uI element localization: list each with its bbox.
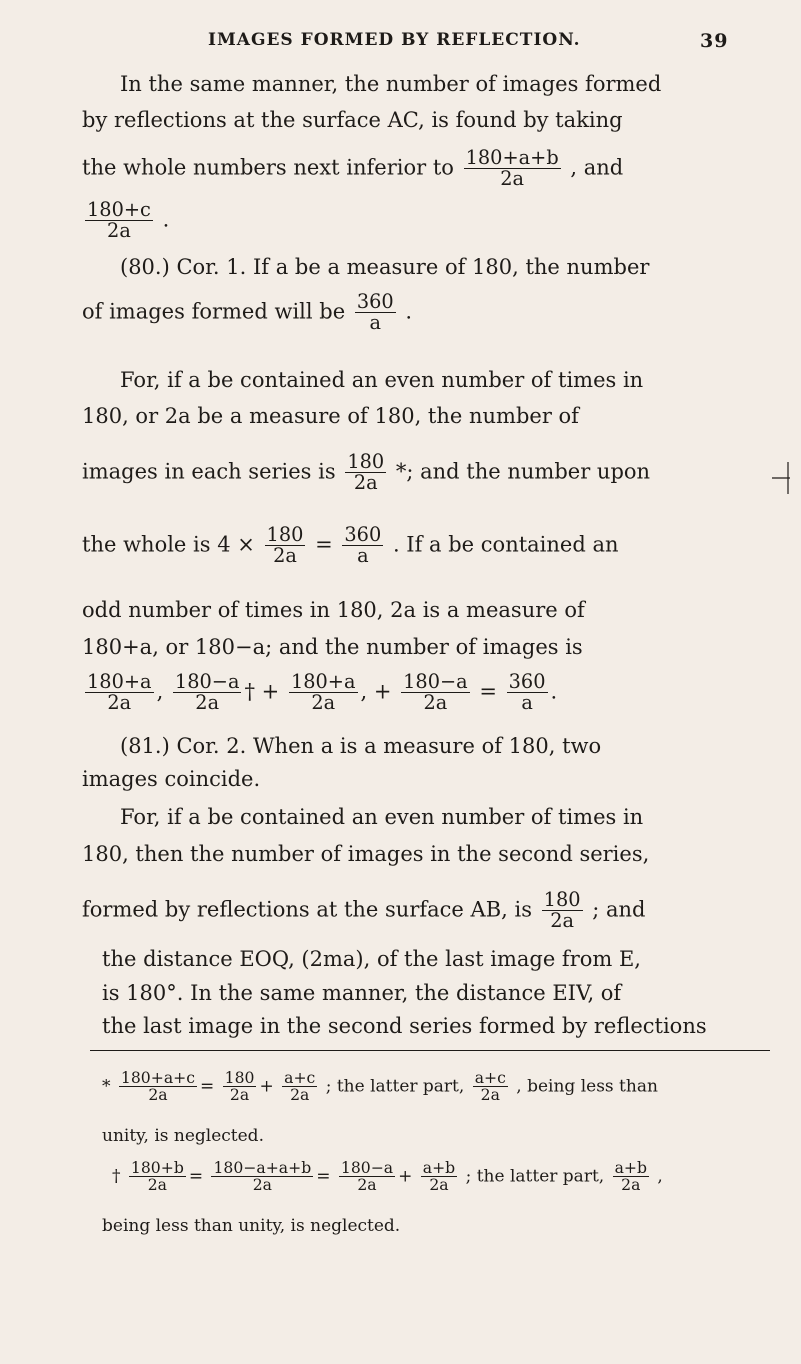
running-header xyxy=(0,30,801,60)
fraction-numerator: a+c xyxy=(284,1068,316,1087)
text-segment: ; the latter part, xyxy=(465,1166,605,1187)
footnote-divider xyxy=(90,1050,770,1051)
text-line-18 xyxy=(82,890,645,932)
text-line-8: 180, or 2a be a measure of 180, the number of xyxy=(82,404,579,428)
fraction xyxy=(401,672,470,714)
fraction-numerator: 180+c xyxy=(87,198,151,221)
fraction-denominator: 2a xyxy=(229,1085,250,1105)
text-segment: . xyxy=(405,299,413,324)
text-line-6 xyxy=(82,292,412,334)
equals-sign: = xyxy=(315,532,333,557)
fraction-denominator: 2a xyxy=(252,1175,272,1195)
fraction-denominator: 2a xyxy=(195,691,220,715)
footnote-line-4: being less than unity, is neglected. xyxy=(102,1216,401,1236)
fraction-denominator: 2a xyxy=(147,1175,167,1195)
fraction-denominator: 2a xyxy=(550,909,575,933)
fraction xyxy=(342,525,383,567)
text-line-14: (81.) Cor. 2. When a is a measure of 180, two xyxy=(120,734,602,758)
text-line-9 xyxy=(82,452,650,494)
text-line-21: the last image in the second series formed by reflections xyxy=(102,1014,707,1038)
text-line-12: 180+a, or 180−a; and the number of images is xyxy=(82,635,583,659)
fraction-numerator: 180 xyxy=(224,1068,255,1087)
fraction-numerator: 180+a xyxy=(87,670,152,693)
fraction xyxy=(289,672,358,714)
text-line-19: the distance EOQ, (2ma), of the last image from E, xyxy=(102,947,641,971)
text-line-4 xyxy=(82,200,169,242)
fraction-denominator: 2a xyxy=(480,1085,500,1105)
footnote-marker: † xyxy=(112,1166,121,1187)
text-segment: the whole numbers next inferior to xyxy=(82,155,454,180)
fraction xyxy=(211,1160,313,1194)
fraction-numerator: 180+a+c xyxy=(120,1068,195,1087)
text-segment: the whole is 4 × xyxy=(82,532,255,557)
text-line-3 xyxy=(82,148,623,190)
fraction xyxy=(173,672,242,714)
text-line-11: odd number of times in 180, 2a is a measure of xyxy=(82,598,585,622)
fraction-denominator: 2a xyxy=(148,1085,168,1105)
fraction-denominator: 2a xyxy=(423,691,448,715)
fraction-denominator: a xyxy=(357,544,369,568)
text-segment: of images formed will be xyxy=(82,299,346,324)
fraction-denominator: 2a xyxy=(107,691,132,715)
fraction xyxy=(339,1160,395,1194)
fraction-denominator: a xyxy=(369,311,382,335)
fraction-numerator: 180−a xyxy=(174,670,240,693)
fraction xyxy=(85,672,154,714)
text-segment: ; and xyxy=(592,897,646,922)
fraction-numerator: 360 xyxy=(356,290,394,313)
text-line-13: $\frac{180+a}{2a}$ , $\frac{180-a}{2a}$ † + $\frac{180+a}{2a}$ , + $\frac{180-a}{2a}$ = $\frac{360}{a}$ . xyxy=(87,670,558,715)
text-line-2: by reflections at the surface AC, is found by taking xyxy=(82,108,623,132)
text-segment: images in each series is xyxy=(82,459,336,484)
footnote-line-3: † $\frac{180+b}{2a}$ = $\frac{180-a+a+b}{2a}$ = $\frac{180-a}{2a}$ + $\frac{a+b}{2a}$ ; the latter part, $\frac{a+b}{2a}$ , xyxy=(112,1158,663,1195)
header-title: IMAGES FORMED BY REFLECTION. xyxy=(208,30,581,50)
fraction-denominator: 2a xyxy=(429,1175,449,1195)
text-line-20: is 180°. In the same manner, the distance EIV, of xyxy=(102,981,622,1005)
fraction-numerator: 180+a+b xyxy=(465,146,559,169)
fraction-denominator: 2a xyxy=(621,1175,641,1195)
fraction xyxy=(421,1160,457,1194)
text-line-16: For, if a be contained an even number of times in xyxy=(120,805,644,829)
footnote-line-1: * $\frac{180+a+c}{2a}$ = $\frac{180}{2a}$ + $\frac{a+c}{2a}$ ; the latter part, $\frac{a+c}{2a}$ , being less than xyxy=(102,1068,658,1105)
text-segment: ; the latter part, xyxy=(325,1076,465,1097)
fraction xyxy=(507,672,548,714)
fraction xyxy=(345,452,386,494)
text-segment: , and xyxy=(570,155,624,180)
fraction-denominator: 2a xyxy=(357,1175,377,1195)
fraction-numerator: 180+a xyxy=(290,670,356,693)
fraction-numerator: a+c xyxy=(474,1068,506,1087)
fraction-numerator: 180 xyxy=(543,888,581,911)
fraction xyxy=(85,200,153,242)
fraction xyxy=(542,890,583,932)
fraction-denominator: a xyxy=(521,691,533,715)
fraction-numerator: 360 xyxy=(344,523,382,546)
fraction-numerator: 180+b xyxy=(130,1158,184,1177)
fraction xyxy=(265,525,306,567)
fraction xyxy=(223,1070,257,1104)
fraction-numerator: 180−a+a+b xyxy=(213,1158,312,1177)
fraction-numerator: 180 xyxy=(266,523,304,546)
fraction xyxy=(119,1070,197,1104)
fraction xyxy=(282,1070,317,1104)
fraction-denominator: 2a xyxy=(273,544,297,568)
fraction-denominator: 2a xyxy=(290,1085,310,1105)
fraction-denominator: 2a xyxy=(107,219,131,243)
fraction-numerator: 180−a xyxy=(340,1158,394,1177)
footnote-marker: * xyxy=(102,1076,111,1097)
fraction-numerator: 180 xyxy=(347,450,385,473)
text-segment: *; and the number upon xyxy=(395,459,651,484)
page-number: 39 xyxy=(700,30,729,52)
text-line-5: (80.) Cor. 1. If a be a measure of 180, the number xyxy=(120,255,650,279)
text-segment: formed by reflections at the surface AB, is xyxy=(82,897,532,922)
fraction xyxy=(355,292,396,334)
fraction-numerator: 360 xyxy=(508,670,546,693)
text-segment: , being less than xyxy=(516,1076,658,1097)
fraction xyxy=(473,1070,508,1104)
margin-mark-icon xyxy=(770,458,790,498)
footnote-line-2: unity, is neglected. xyxy=(102,1126,264,1146)
fraction-denominator: 2a xyxy=(500,167,525,191)
fraction-denominator: 2a xyxy=(353,471,378,495)
text-segment: . If a be contained an xyxy=(392,532,619,557)
text-line-10 xyxy=(82,525,619,567)
text-segment: , xyxy=(657,1166,663,1187)
text-line-1: In the same manner, the number of images formed xyxy=(120,72,662,96)
fraction-denominator: 2a xyxy=(311,691,336,715)
text-line-15: images coincide. xyxy=(82,767,261,791)
text-segment: . xyxy=(162,207,170,232)
fraction xyxy=(464,148,561,190)
fraction-numerator: a+b xyxy=(614,1158,648,1177)
fraction xyxy=(129,1160,186,1194)
text-line-17: 180, then the number of images in the second series, xyxy=(82,842,650,866)
text-line-7: For, if a be contained an even number of times in xyxy=(120,368,644,392)
fraction-numerator: 180−a xyxy=(403,670,468,693)
fraction xyxy=(613,1160,649,1194)
fraction-numerator: a+b xyxy=(422,1158,456,1177)
